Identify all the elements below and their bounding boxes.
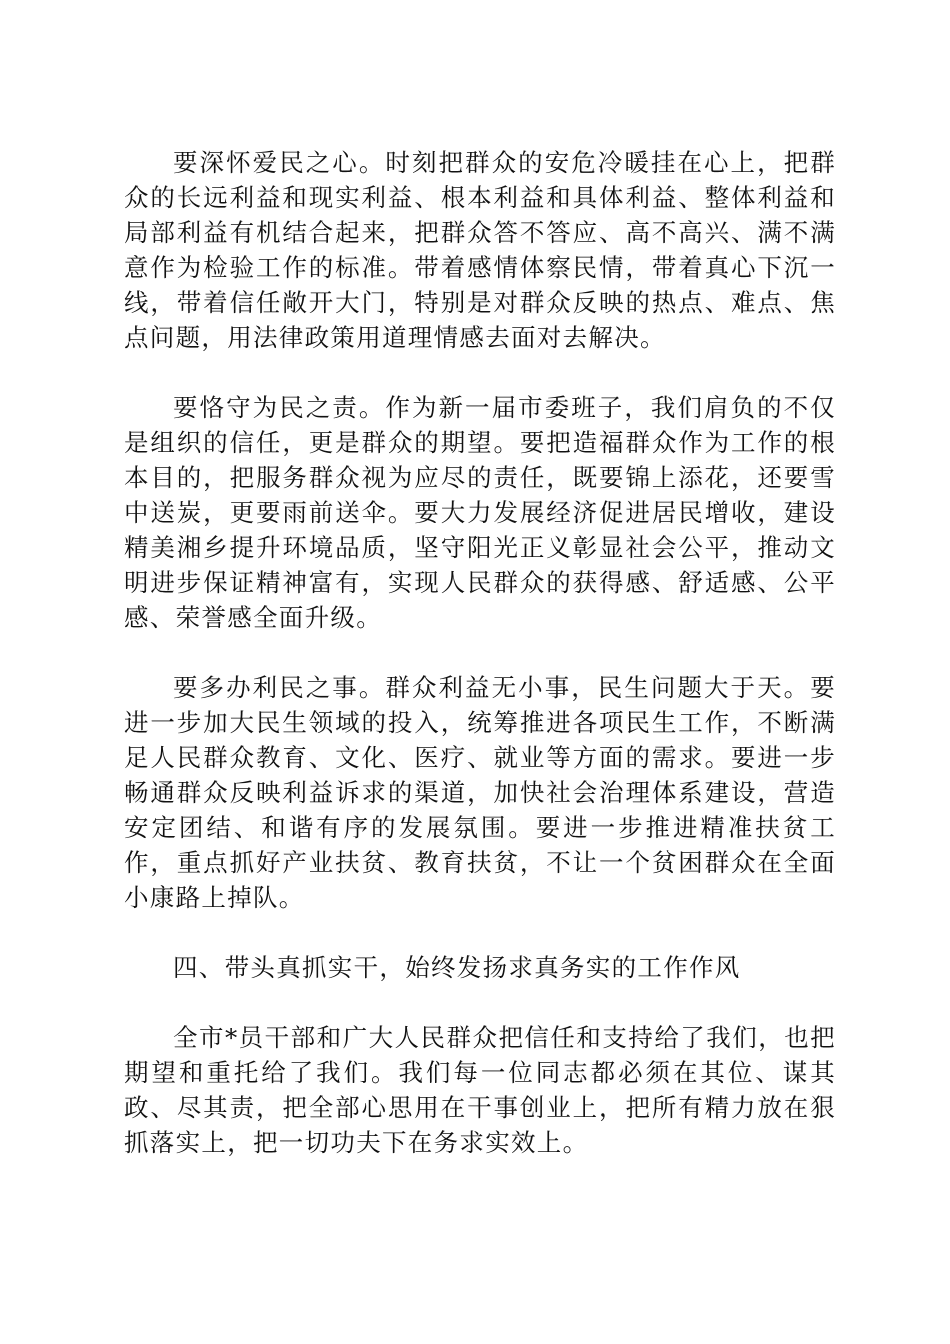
paragraph-closing: 全市*员干部和广大人民群众把信任和支持给了我们，也把期望和重托给了我们。我们每一位同志都必须在其位、谋其政、尽其责，把全部心思用在干事创业上，把所有精力放在狠抓落实上，把一切功夫下在务求实效上。 [124,1023,836,1157]
paragraph-love-people: 要深怀爱民之心。时刻把群众的安危冷暖挂在心上，把群众的长远利益和现实利益、根本利益和具体利益、整体利益和局部利益有机结合起来，把群众答不答应、高不高兴、满不满意作为检验工作的标准。带着感情体察民情，带着真心下沉一线，带着信任敞开大门，特别是对群众反映的热点、难点、焦点问题，用法律政策用道理情感去面对去解决。 [124,148,836,352]
section-heading: 四、带头真抓实干，始终发扬求真务实的工作作风 [173,953,741,982]
document-body [124,145,836,1195]
paragraph-duty-people: 要恪守为民之责。作为新一届市委班子，我们肩负的不仅是组织的信任，更是群众的期望。要把造福群众作为工作的根本目的，把服务群众视为应尽的责任，既要锦上添花，还要雪中送炭，更要雨前送伞。要大力发展经济促进居民增收，建设精美湘乡提升环境品质，坚守阳光正义彰显社会公平，推动文明进步保证精神富有，实现人民群众的获得感、舒适感、公平感、荣誉感全面升级。 [124,393,836,632]
paragraph-benefit-people: 要多办利民之事。群众利益无小事，民生问题大于天。要进一步加大民生领域的投入，统筹推进各项民生工作，不断满足人民群众教育、文化、医疗、就业等方面的需求。要进一步畅通群众反映利益诉求的渠道，加快社会治理体系建设，营造安定团结、和谐有序的发展氛围。要进一步推进精准扶贫工作，重点抓好产业扶贫、教育扶贫，不让一个贫困群众在全面小康路上掉队。 [124,673,836,912]
